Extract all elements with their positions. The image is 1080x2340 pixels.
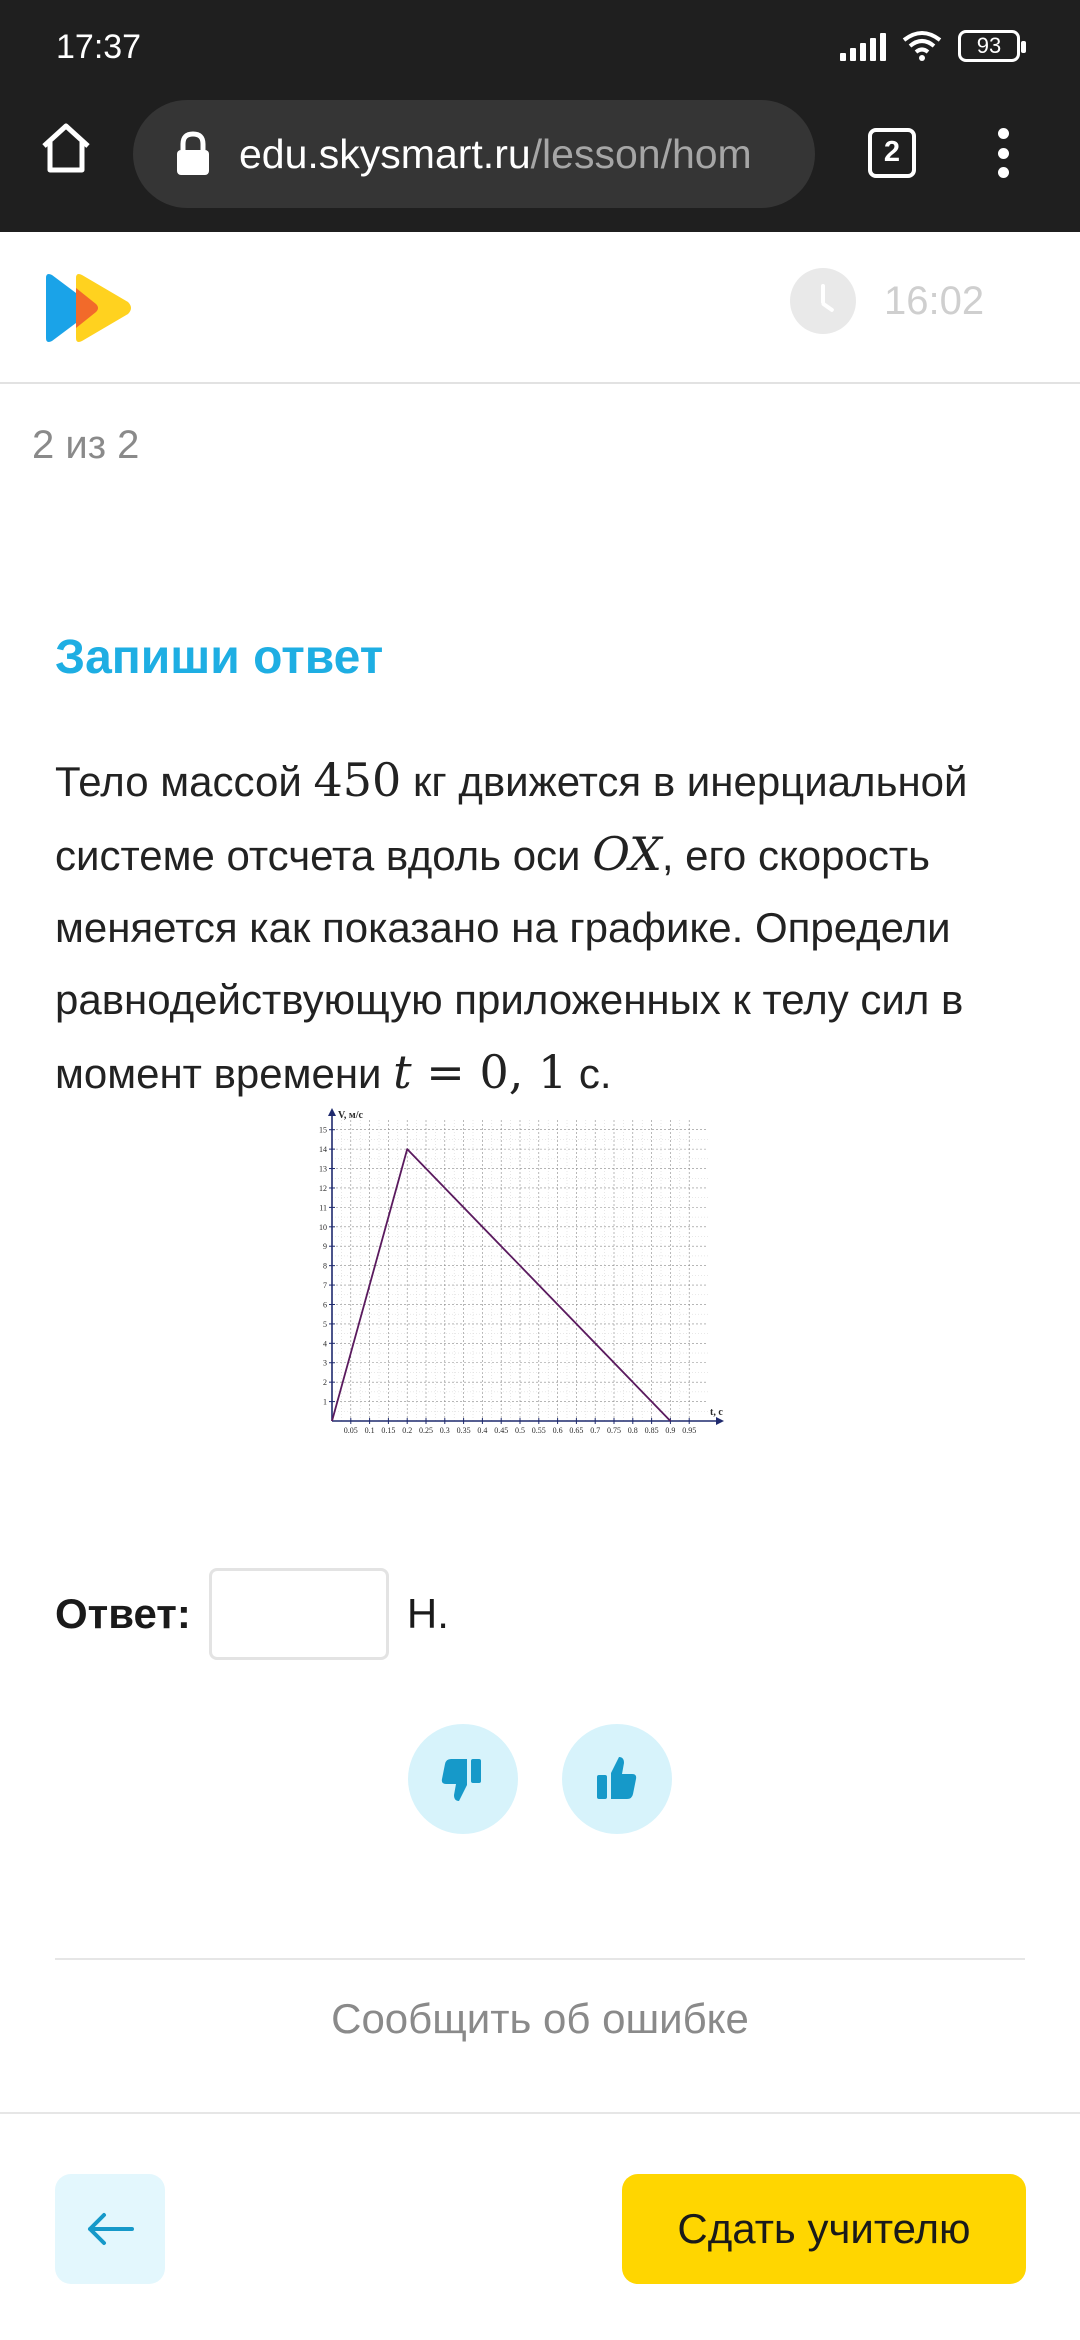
velocity-graph (308, 1108, 738, 1448)
back-button[interactable] (55, 2174, 165, 2284)
thumbs-down-icon (437, 1753, 489, 1805)
wifi-icon (902, 30, 942, 62)
x-tick-label: 0.25 (419, 1426, 433, 1435)
x-tick-label: 0.65 (569, 1426, 584, 1435)
answer-label: Ответ: (55, 1590, 191, 1637)
home-icon[interactable] (36, 118, 96, 178)
task-title: Запиши ответ (55, 631, 384, 684)
app-header (0, 232, 1080, 384)
clock-icon (790, 268, 856, 334)
mass-value: 450 (313, 753, 402, 807)
answer-unit: Н. (406, 1590, 449, 1637)
y-tick-label: 12 (319, 1183, 327, 1193)
report-error-link[interactable]: Сообщить об ошибке (331, 1995, 749, 2042)
task-text-4: с. (567, 1050, 612, 1097)
x-tick-label: 0.6 (552, 1426, 563, 1435)
y-tick-label: 3 (323, 1358, 327, 1368)
task-text-2: кг движется в инерциальной системе отсчета вдоль оси (55, 758, 968, 879)
y-axis-label: V, м/с (338, 1110, 363, 1121)
x-tick-label: 0.95 (682, 1426, 697, 1435)
y-axis-arrow (328, 1108, 336, 1116)
time-value: = 0, 1 (411, 1045, 568, 1099)
y-tick-label: 10 (319, 1222, 327, 1232)
x-tick-label: 0.4 (477, 1426, 488, 1435)
x-tick-label: 0.5 (515, 1426, 525, 1435)
status-time: 17:37 (56, 28, 142, 66)
url-path: /lesson/hom (530, 130, 752, 177)
x-tick-label: 0.8 (627, 1426, 638, 1435)
x-tick-label: 0.85 (644, 1426, 659, 1435)
task-text-1: Тело массой (55, 758, 314, 805)
footer (0, 2112, 1080, 2340)
y-tick-label: 14 (319, 1145, 327, 1155)
x-tick-label: 0.2 (402, 1426, 413, 1435)
answer-input[interactable] (209, 1568, 389, 1660)
x-tick-label: 0.45 (494, 1426, 509, 1435)
thumbs-up-icon (591, 1753, 643, 1805)
answer-row (55, 1568, 449, 1660)
x-tick-label: 0.35 (456, 1426, 471, 1435)
axis-name: OX (592, 827, 662, 881)
x-tick-label: 0.1 (364, 1426, 375, 1435)
tabs-button[interactable]: 2 (868, 128, 916, 178)
url-bar[interactable] (133, 100, 815, 208)
y-tick-label: 2 (323, 1378, 327, 1388)
lock-icon (173, 131, 213, 177)
x-tick-label: 0.7 (590, 1426, 601, 1435)
y-tick-label: 4 (323, 1339, 327, 1349)
x-axis-arrow (716, 1417, 724, 1425)
task-text (55, 744, 1045, 1110)
y-tick-label: 6 (323, 1300, 327, 1310)
y-tick-label: 13 (319, 1164, 327, 1174)
dislike-button[interactable] (408, 1724, 518, 1834)
x-tick-label: 0.3 (439, 1426, 450, 1435)
y-tick-label: 7 (323, 1281, 327, 1291)
timer (790, 268, 984, 334)
submit-to-teacher-button[interactable]: Сдать учителю (622, 2174, 1026, 2284)
divider (55, 1958, 1025, 1960)
y-tick-label: 15 (319, 1125, 327, 1135)
y-tick-label: 1 (323, 1397, 327, 1407)
x-tick-label: 0.55 (531, 1426, 546, 1435)
skysmart-logo (42, 272, 134, 344)
url-domain: edu.skysmart.ru (239, 130, 531, 177)
x-tick-label: 0.05 (343, 1426, 358, 1435)
time-variable: t (393, 1045, 412, 1099)
signal-icon (840, 31, 886, 61)
x-axis-label: t, c (710, 1407, 723, 1418)
more-menu-icon[interactable] (990, 128, 1016, 178)
status-icons (840, 30, 1020, 62)
like-button[interactable] (562, 1724, 672, 1834)
x-tick-label: 0.75 (607, 1426, 621, 1435)
url-text (239, 131, 752, 178)
y-tick-label: 11 (319, 1203, 327, 1213)
y-tick-label: 8 (323, 1261, 327, 1271)
timer-text: 16:02 (884, 278, 985, 323)
task-text-3: , его скорость меняется как показано на графике. Определи равнодействующую приложенных к телу сил в момент времени (55, 832, 964, 1097)
battery-icon: 93 (958, 30, 1020, 62)
browser-chrome (0, 0, 1080, 232)
arrow-left-icon (84, 2209, 136, 2249)
y-tick-label: 5 (323, 1319, 327, 1329)
y-tick-label: 9 (323, 1242, 327, 1252)
task-counter: 2 из 2 (32, 423, 140, 467)
x-tick-label: 0.15 (381, 1426, 396, 1435)
x-tick-label: 0.9 (665, 1426, 676, 1435)
